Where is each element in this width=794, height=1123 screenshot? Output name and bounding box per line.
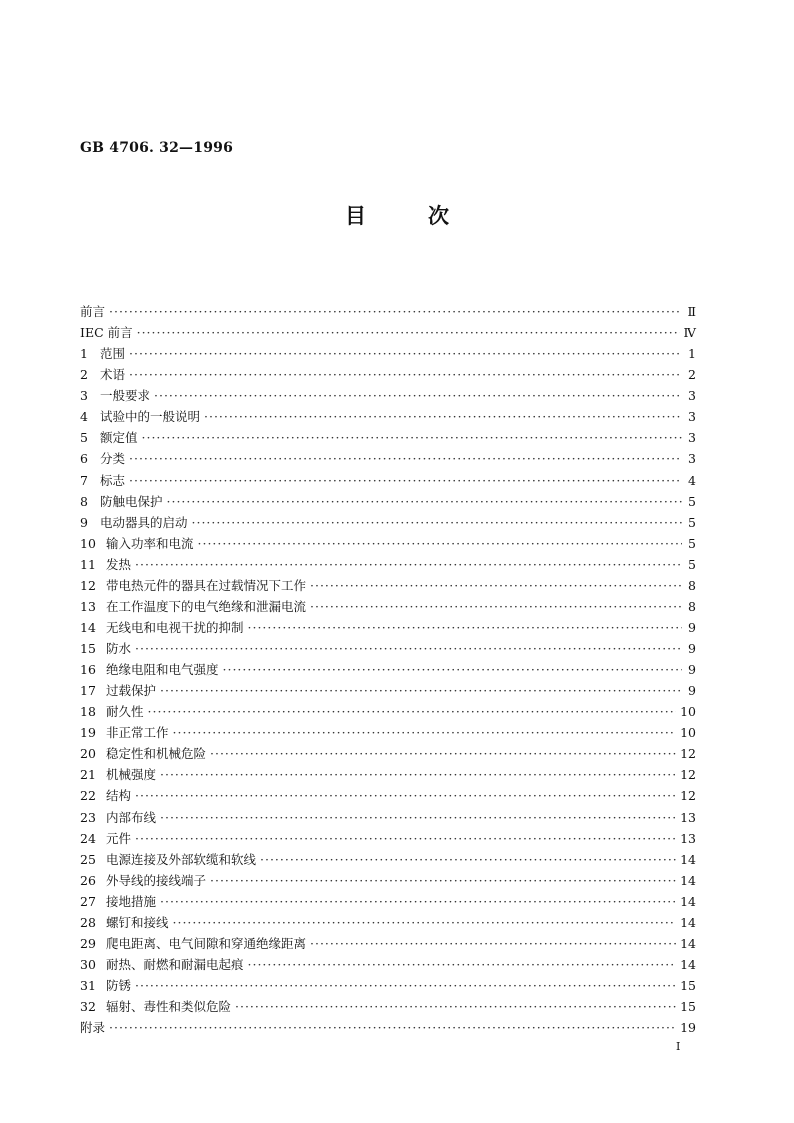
toc-entry-page: 8: [688, 598, 696, 614]
toc-entry-number: 1: [80, 346, 88, 362]
toc-entry-page: 15: [680, 978, 696, 993]
toc-entry-page: 2: [688, 367, 696, 383]
toc-entry-label: 一般要求: [100, 388, 151, 404]
toc-dot-leader: [135, 638, 682, 659]
toc-dot-leader: [248, 954, 677, 975]
toc-entry-label: 范围: [100, 346, 126, 362]
toc-dot-leader: [129, 448, 682, 469]
toc-dot-leader: [235, 996, 676, 1017]
toc-entry-label: 元件: [106, 830, 132, 846]
toc-dot-leader: [135, 975, 676, 996]
toc-entry[interactable]: [80, 322, 696, 343]
toc-entry-number: 16: [80, 662, 96, 678]
toc-entry[interactable]: [80, 807, 696, 828]
toc-entry[interactable]: [80, 638, 696, 659]
table-of-contents: [80, 301, 696, 1038]
toc-dot-leader: [310, 575, 682, 596]
toc-dot-leader: [135, 785, 676, 806]
toc-entry-number: 24: [80, 830, 96, 846]
toc-entry-label: 前言: [80, 304, 106, 319]
toc-dot-leader: [154, 385, 682, 406]
toc-entry-number: 4: [80, 409, 88, 425]
toc-entry-number: 29: [80, 935, 96, 951]
toc-entry-page: 14: [680, 851, 696, 867]
toc-dot-leader: [109, 301, 682, 322]
toc-entry-number: 21: [80, 767, 96, 783]
toc-entry-page: Ⅱ: [687, 304, 696, 319]
toc-entry-label: 分类: [100, 451, 126, 467]
toc-entry-page: 9: [688, 662, 696, 678]
toc-entry-number: 25: [80, 851, 96, 867]
toc-dot-leader: [160, 764, 676, 785]
toc-dot-leader: [129, 343, 682, 364]
toc-entry-label: 无线电和电视干扰的抑制: [106, 619, 244, 635]
toc-entry-label: 电源连接及外部软缆和软线: [106, 851, 257, 867]
toc-entry-number: 7: [80, 472, 88, 488]
title-char-1: 目: [345, 203, 366, 228]
toc-entry-page: 12: [680, 767, 696, 783]
toc-entry[interactable]: [80, 301, 696, 322]
toc-entry[interactable]: [80, 1017, 696, 1038]
toc-entry-number: 18: [80, 704, 96, 720]
toc-entry-page: 8: [688, 577, 696, 593]
toc-entry-label: 防触电保护: [100, 493, 163, 509]
toc-entry[interactable]: [80, 575, 696, 596]
toc-entry-label: 过载保护: [106, 683, 157, 699]
toc-entry[interactable]: [80, 659, 696, 680]
toc-entry-page: 3: [688, 430, 696, 446]
toc-entry-label: 爬电距离、电气间隙和穿通绝缘距离: [106, 935, 307, 951]
toc-dot-leader: [310, 933, 676, 954]
toc-entry-label: 输入功率和电流: [106, 535, 194, 551]
toc-entry-number: 10: [80, 535, 96, 551]
toc-entry-page: 13: [680, 809, 696, 825]
toc-entry[interactable]: [80, 617, 696, 638]
toc-entry[interactable]: [80, 512, 696, 533]
toc-dot-leader: [137, 322, 680, 343]
toc-entry-label: 试验中的一般说明: [100, 409, 201, 425]
toc-entry[interactable]: [80, 406, 696, 427]
toc-entry-label: 标志: [100, 472, 126, 488]
toc-entry-label: 防锈: [106, 978, 132, 993]
toc-dot-leader: [142, 427, 682, 448]
toc-entry[interactable]: [80, 764, 696, 785]
toc-entry-page: 9: [688, 641, 696, 656]
toc-entry-page: 5: [688, 493, 696, 509]
toc-entry-label: 术语: [100, 367, 126, 383]
toc-entry[interactable]: [80, 996, 696, 1017]
toc-entry[interactable]: [80, 912, 696, 933]
toc-entry-label: 电动器具的启动: [100, 514, 188, 530]
toc-dot-leader: [167, 491, 682, 512]
toc-dot-leader: [160, 807, 676, 828]
toc-entry-number: 8: [80, 493, 88, 509]
toc-entry[interactable]: [80, 828, 696, 849]
toc-dot-leader: [109, 1017, 676, 1038]
toc-entry-number: 26: [80, 872, 96, 888]
toc-entry-number: 14: [80, 619, 96, 635]
toc-entry-page: 12: [680, 746, 696, 762]
toc-entry-number: 15: [80, 641, 96, 656]
toc-entry-number: 11: [80, 556, 96, 572]
toc-entry[interactable]: [80, 701, 696, 722]
toc-dot-leader: [223, 659, 682, 680]
toc-entry-page: 10: [680, 704, 696, 720]
toc-entry[interactable]: [80, 427, 696, 448]
toc-entry-label: IEC 前言: [80, 325, 133, 341]
toc-dot-leader: [198, 533, 682, 554]
toc-entry-number: 31: [80, 978, 96, 993]
toc-entry-number: 17: [80, 683, 96, 699]
page-number: I: [676, 1040, 681, 1053]
toc-dot-leader: [248, 617, 682, 638]
toc-entry-page: 14: [680, 893, 696, 909]
toc-entry-label: 接地措施: [106, 893, 157, 909]
toc-dot-leader: [173, 912, 677, 933]
toc-entry[interactable]: [80, 596, 696, 617]
toc-entry[interactable]: [80, 891, 696, 912]
toc-entry-page: 14: [680, 914, 696, 930]
toc-entry-number: 12: [80, 577, 96, 593]
toc-entry-page: 3: [688, 388, 696, 404]
toc-dot-leader: [135, 554, 682, 575]
toc-entry-page: 15: [680, 999, 696, 1015]
toc-entry-number: 23: [80, 809, 96, 825]
toc-entry-page: 4: [688, 472, 696, 488]
toc-entry-label: 稳定性和机械危险: [106, 746, 207, 762]
title-char-2: 次: [428, 203, 449, 228]
toc-entry-page: 9: [688, 683, 696, 699]
toc-entry[interactable]: [80, 470, 696, 491]
toc-entry-label: 外导线的接线端子: [106, 872, 207, 888]
toc-dot-leader: [260, 849, 676, 870]
toc-entry-label: 螺钉和接线: [106, 914, 169, 930]
toc-entry[interactable]: [80, 785, 696, 806]
toc-entry[interactable]: [80, 343, 696, 364]
toc-dot-leader: [160, 680, 682, 701]
toc-entry[interactable]: [80, 870, 696, 891]
toc-entry[interactable]: [80, 491, 696, 512]
toc-dot-leader: [210, 743, 676, 764]
toc-entry-number: 22: [80, 788, 96, 804]
toc-entry-number: 6: [80, 451, 88, 467]
toc-entry-number: 20: [80, 746, 96, 762]
toc-dot-leader: [129, 470, 682, 491]
toc-entry-label: 内部布线: [106, 809, 157, 825]
toc-entry[interactable]: [80, 849, 696, 870]
toc-dot-leader: [160, 891, 676, 912]
toc-entry-page: 3: [688, 451, 696, 467]
toc-entry[interactable]: [80, 743, 696, 764]
toc-entry[interactable]: [80, 954, 696, 975]
toc-entry-page: 1: [688, 346, 696, 362]
toc-entry-label: 防水: [106, 641, 132, 656]
toc-entry[interactable]: [80, 385, 696, 406]
toc-entry-label: 结构: [106, 788, 132, 804]
toc-entry-label: 在工作温度下的电气绝缘和泄漏电流: [106, 598, 307, 614]
toc-entry-page: 5: [688, 556, 696, 572]
page-title: [0, 200, 794, 230]
toc-entry-page: 14: [680, 935, 696, 951]
toc-entry[interactable]: [80, 554, 696, 575]
toc-entry-page: Ⅳ: [683, 325, 696, 341]
toc-entry-label: 耐热、耐燃和耐漏电起痕: [106, 956, 244, 972]
toc-entry[interactable]: [80, 975, 696, 996]
toc-entry-page: 9: [688, 619, 696, 635]
toc-entry-number: 30: [80, 956, 96, 972]
toc-dot-leader: [173, 722, 677, 743]
toc-dot-leader: [192, 512, 682, 533]
toc-entry-number: 13: [80, 598, 96, 614]
toc-entry-label: 附录: [80, 1020, 106, 1036]
toc-entry-page: 19: [680, 1020, 696, 1036]
toc-dot-leader: [135, 828, 676, 849]
toc-entry-number: 3: [80, 388, 88, 404]
toc-entry-label: 发热: [106, 556, 132, 572]
toc-entry-number: 28: [80, 914, 96, 930]
toc-entry-page: 12: [680, 788, 696, 804]
toc-entry-label: 非正常工作: [106, 725, 169, 741]
standard-code: GB 4706. 32—1996: [80, 140, 234, 156]
toc-entry[interactable]: [80, 364, 696, 385]
toc-entry-number: 27: [80, 893, 96, 909]
toc-entry-number: 2: [80, 367, 88, 383]
toc-entry[interactable]: [80, 680, 696, 701]
toc-entry-label: 耐久性: [106, 704, 144, 720]
toc-entry-page: 14: [680, 956, 696, 972]
toc-entry-label: 额定值: [100, 430, 138, 446]
toc-entry-label: 辐射、毒性和类似危险: [106, 999, 232, 1015]
toc-entry-number: 9: [80, 514, 88, 530]
toc-entry-page: 5: [688, 514, 696, 530]
toc-entry-page: 5: [688, 535, 696, 551]
toc-entry[interactable]: [80, 533, 696, 554]
toc-entry-page: 13: [680, 830, 696, 846]
toc-entry-page: 3: [688, 409, 696, 425]
toc-dot-leader: [310, 596, 682, 617]
toc-dot-leader: [210, 870, 676, 891]
toc-dot-leader: [148, 701, 677, 722]
toc-entry-page: 10: [680, 725, 696, 741]
toc-dot-leader: [129, 364, 682, 385]
toc-entry-page: 14: [680, 872, 696, 888]
toc-entry-label: 带电热元件的器具在过载情况下工作: [106, 577, 307, 593]
toc-entry-label: 绝缘电阻和电气强度: [106, 662, 219, 678]
toc-entry-number: 5: [80, 430, 88, 446]
toc-entry-label: 机械强度: [106, 767, 157, 783]
toc-entry-number: 19: [80, 725, 96, 741]
toc-dot-leader: [204, 406, 682, 427]
toc-entry[interactable]: [80, 448, 696, 469]
toc-entry[interactable]: [80, 933, 696, 954]
toc-entry-number: 32: [80, 999, 96, 1015]
toc-entry[interactable]: [80, 722, 696, 743]
